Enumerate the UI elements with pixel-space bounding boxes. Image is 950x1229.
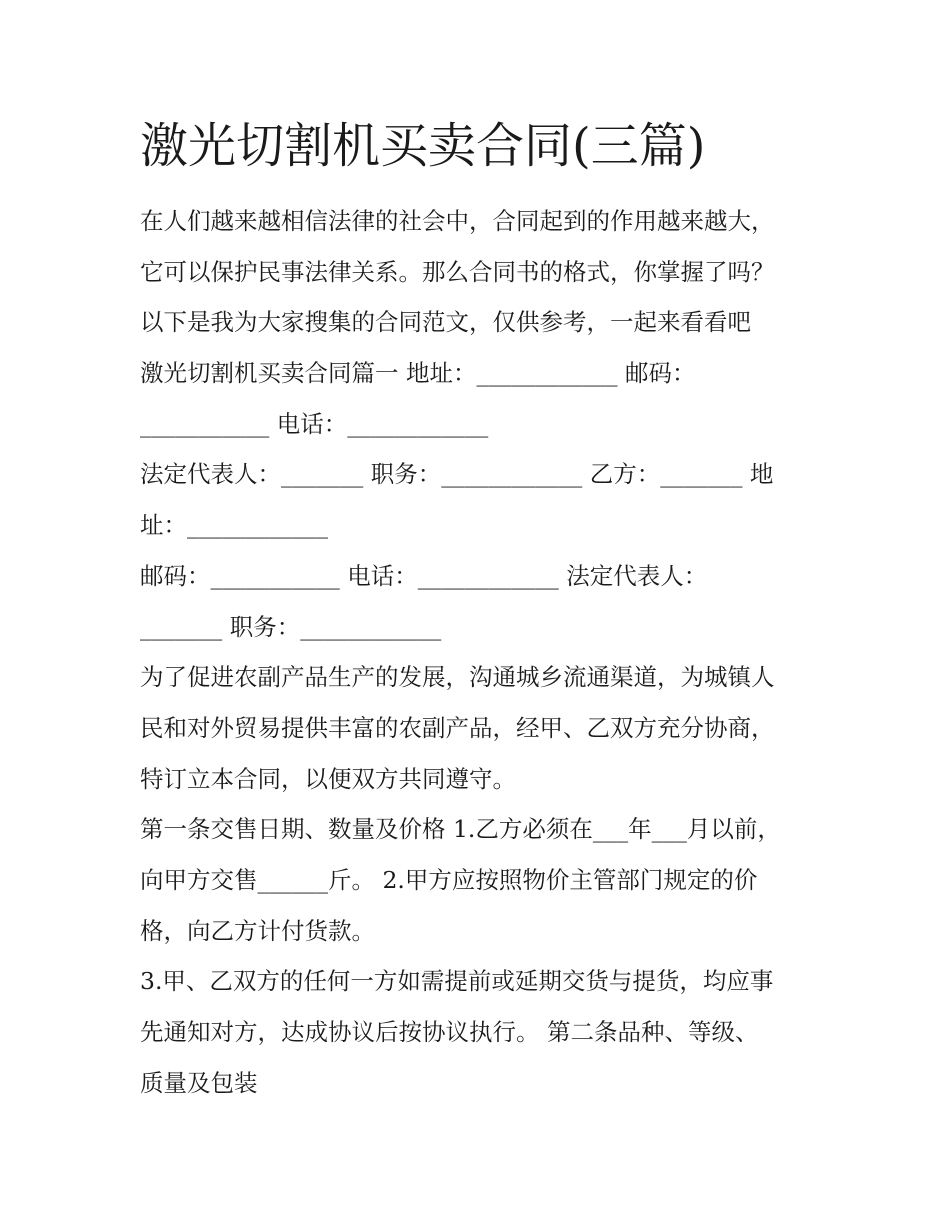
body-line: 以下是我为大家搜集的合同范文，仅供参考，一起来看看吧 (140, 308, 751, 337)
body-line: 它可以保护民事法律关系。那么合同书的格式，你掌握了吗？ (140, 257, 775, 286)
body-line: 址：____________ (140, 511, 328, 540)
document-body (140, 196, 820, 1108)
body-line: ___________ 电话：____________ (140, 409, 489, 438)
body-line: 为了促进农副产品生产的发展，沟通城乡流通渠道，为城镇人 (140, 663, 775, 692)
document-title: 激光切割机买卖合同(三篇) (140, 118, 706, 174)
body-line: 激光切割机买卖合同篇一 地址：____________ 邮码： (140, 359, 696, 388)
body-line: 在人们越来越相信法律的社会中，合同起到的作用越来越大， (140, 207, 775, 235)
body-line: 民和对外贸易提供丰富的农副产品，经甲、乙双方充分协商， (140, 713, 775, 742)
body-line: 向甲方交售______斤。 2.甲方应按照物价主管部门规定的价 (140, 865, 758, 894)
body-line: 格，向乙方计付货款。 (140, 916, 375, 945)
body-line: _______ 职务：____________ (140, 612, 442, 641)
body-line: 邮码：___________ 电话：____________ 法定代表人： (140, 561, 708, 590)
body-line: 3.甲、乙双方的任何一方如需提前或延期交货与提货，均应事 (140, 967, 774, 996)
body-line: 特订立本合同，以便双方共同遵守。 (140, 764, 516, 793)
body-line: 质量及包装 (140, 1068, 258, 1097)
body-line: 法定代表人：_______ 职务：____________ 乙方：_______ 地 (140, 460, 774, 489)
body-line: 先通知对方，达成协议后按协议执行。 第二条品种、等级、 (140, 1018, 759, 1046)
body-line: 第一条交售日期、数量及价格 1.乙方必须在___年___月以前， (140, 815, 781, 844)
